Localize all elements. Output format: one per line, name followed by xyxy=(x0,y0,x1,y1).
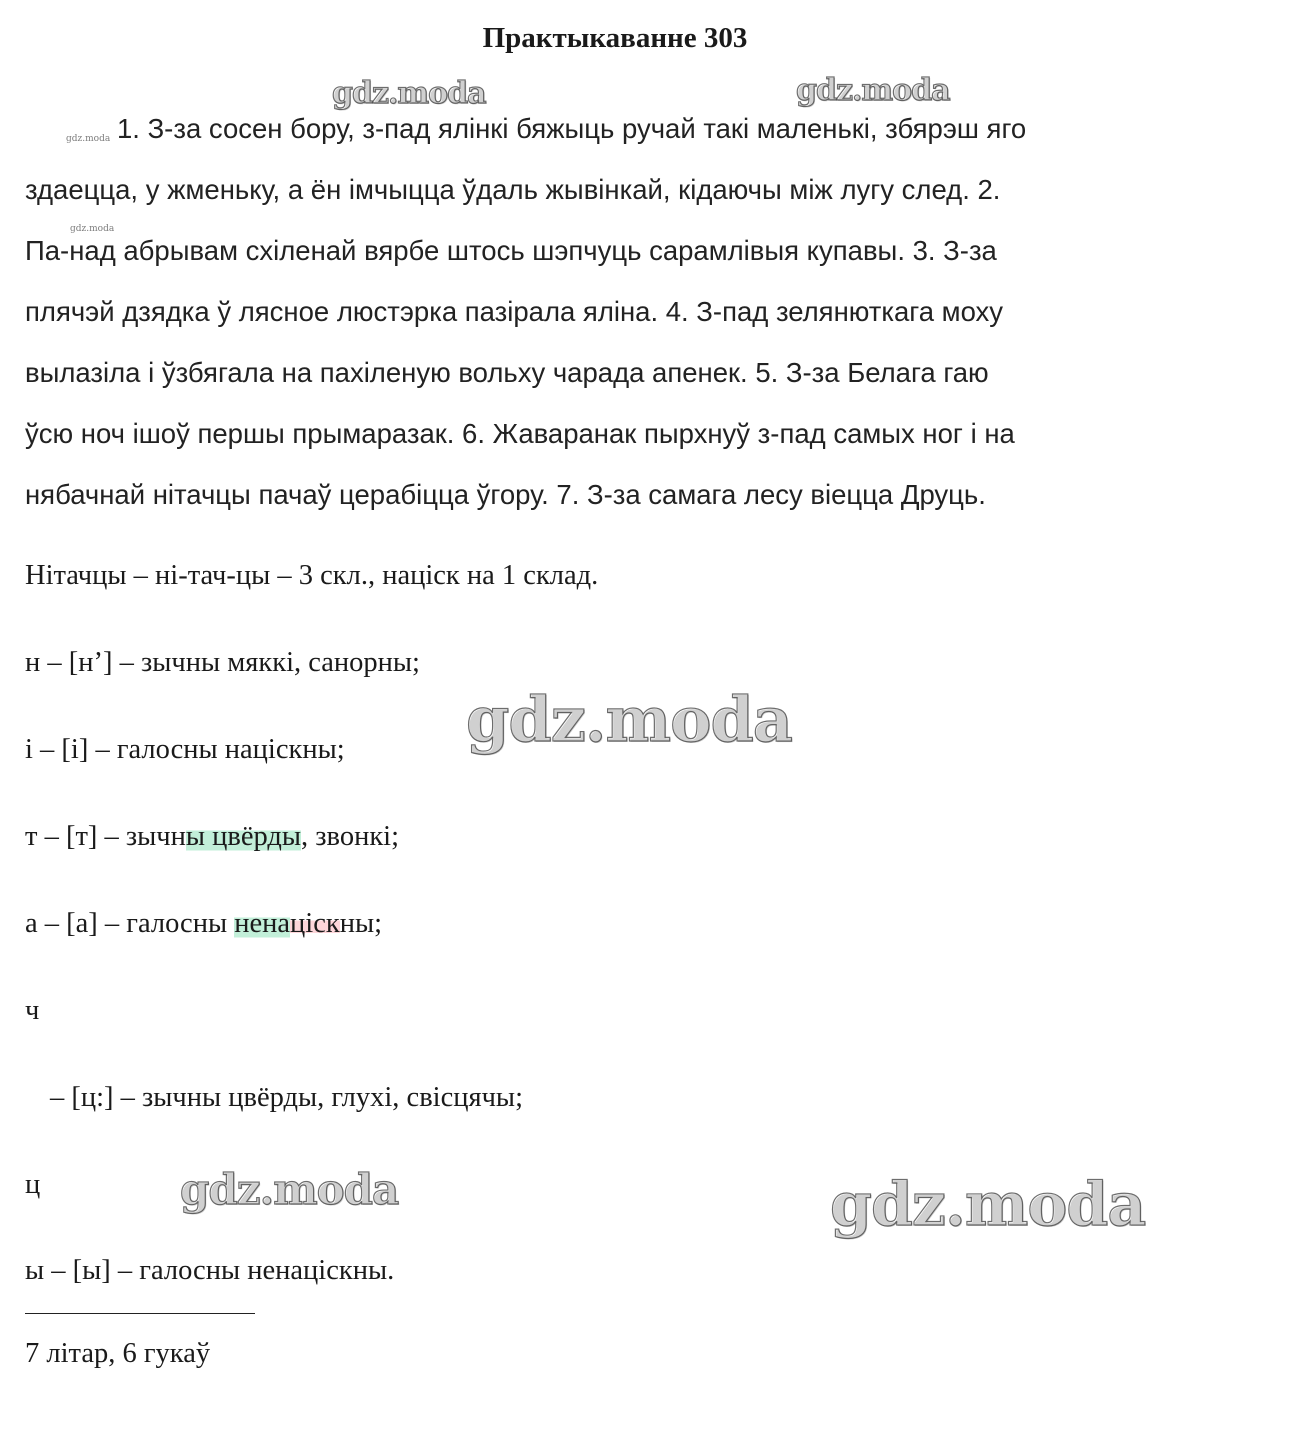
paragraph-line: Па-над абрывам схіленай вярбе штось шэпчуць сарамлівыя купавы. 3. З-за xyxy=(25,235,997,266)
watermark: gdz.moda xyxy=(466,683,792,756)
highlight-mark: нена xyxy=(234,908,291,939)
paragraph-line: здаецца, у жменьку, а ён імчыцца ўдаль жывінкай, кідаючы між лугу след. 2. xyxy=(25,174,1001,205)
sound-t-text: т – [т] – зычн xyxy=(25,821,186,852)
paragraph-line: вылазіла і ўзбягала на пахіленую вольху чарада апенек. 5. З-за Белага гаю xyxy=(25,357,989,388)
highlight-mark: ы цвёрды xyxy=(185,821,302,852)
sound-ch-letter: ч xyxy=(25,995,40,1026)
watermark: gdz.moda xyxy=(830,1170,1146,1240)
sound-t-line xyxy=(25,821,399,853)
watermark: gdz.moda xyxy=(66,134,111,144)
sound-a-line xyxy=(25,908,382,940)
exercise-paragraph xyxy=(25,98,1225,525)
page-title: Практыкаванне 303 xyxy=(482,22,748,54)
sound-ts-letter: ц xyxy=(25,1169,41,1200)
sound-a-text: а – [а] – галосны xyxy=(25,908,235,939)
footnote-letter-count: 7 літар, 6 гукаў xyxy=(25,1338,211,1369)
sound-t-text: , звонкі; xyxy=(301,821,400,852)
footnote-divider xyxy=(25,1313,255,1314)
watermark: gdz.moda xyxy=(796,73,950,108)
watermark: gdz.moda xyxy=(180,1165,399,1214)
paragraph-line: нябачнай нітачцы пачаў церабіцца ўгору. 7. З-за самага лесу віецца Друць. xyxy=(25,479,986,510)
sound-ch-line: – [ц:] – зычны цвёрды, глухі, свісцячы; xyxy=(50,1082,523,1113)
watermark: gdz.moda xyxy=(332,76,486,111)
sound-a-text: ны; xyxy=(339,908,383,939)
word-analysis-line: Нітачцы – ні-тач-цы – 3 скл., націск на 1 склад. xyxy=(25,560,599,591)
paragraph-line: плячэй дзядка ў лясное люстэрка пазірала яліна. 4. З-пад зелянюткага моху xyxy=(25,296,1004,327)
sound-n-line: н – [н’] – зычны мяккі, санорны; xyxy=(25,647,420,678)
paragraph-line: ўсю ноч ішоў першы прымаразак. 6. Жаваранак пырхнуў з-пад самых ног і на xyxy=(25,418,1015,449)
sound-i-line: і – [і] – галосны націскны; xyxy=(25,734,345,765)
highlight-mark: ціск xyxy=(290,908,340,939)
sound-y-line: ы – [ы] – галосны ненаціскны. xyxy=(25,1255,395,1286)
watermark: gdz.moda xyxy=(70,224,115,234)
paragraph-line: 1. З-за сосен бору, з-пад ялінкі бяжыць ручай такі маленькі, збярэш яго xyxy=(117,113,1027,144)
